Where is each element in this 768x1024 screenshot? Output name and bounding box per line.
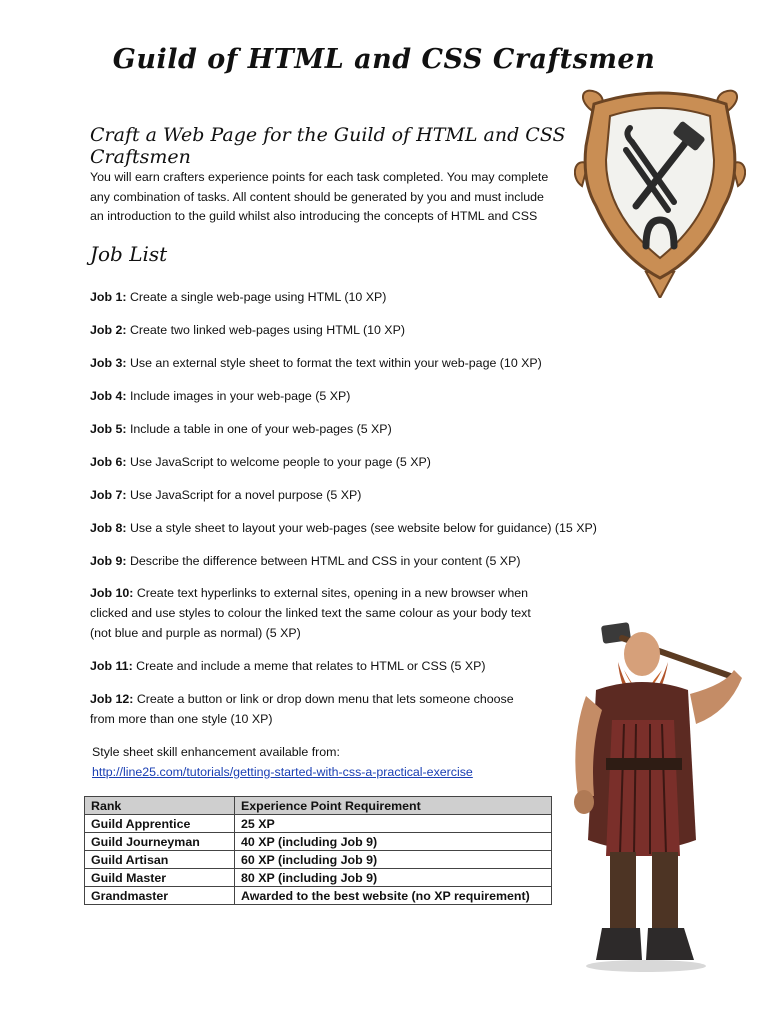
job-text: Include images in your web-page (5 XP) xyxy=(129,389,351,403)
job-label: Job 4: xyxy=(90,389,127,403)
job-text: Use an external style sheet to format the text within your web-page (10 XP) xyxy=(129,356,542,370)
table-row xyxy=(85,815,552,833)
job-label: Job 8: xyxy=(90,521,127,535)
table-row xyxy=(85,869,552,887)
job-item xyxy=(90,353,610,373)
job-item xyxy=(90,386,610,406)
skill-link[interactable]: http://line25.com/tutorials/getting-started-with-css-a-practical-exercise xyxy=(92,765,473,779)
intro-line: any combination of tasks. All content should be generated by you and must include xyxy=(90,189,544,204)
job-item xyxy=(90,287,610,307)
job-item xyxy=(90,452,610,472)
job-item xyxy=(90,689,610,729)
job-label: Job 3: xyxy=(90,356,127,370)
job-label: Job 2: xyxy=(90,323,127,337)
job-text: Create a single web-page using HTML (10 XP) xyxy=(129,290,387,304)
header-rank: Rank xyxy=(85,797,235,815)
dwarf-blacksmith-illustration xyxy=(566,620,756,976)
rank-cell: Guild Artisan xyxy=(85,851,235,869)
job-text: (not blue and purple as normal) (5 XP) xyxy=(90,626,301,640)
intro-paragraph xyxy=(90,168,570,227)
table-header-row xyxy=(85,797,552,815)
job-text: Use JavaScript for a novel purpose (5 XP) xyxy=(129,488,362,502)
job-item xyxy=(90,320,610,340)
job-label: Job 7: xyxy=(90,488,127,502)
xp-cell: Awarded to the best website (no XP requirement) xyxy=(235,887,552,905)
job-text: Include a table in one of your web-pages (5 XP) xyxy=(129,422,392,436)
intro-line: You will earn crafters experience points for each task completed. You may complete xyxy=(90,170,549,184)
job-item xyxy=(90,551,610,571)
job-item xyxy=(90,656,610,676)
table-row xyxy=(85,851,552,869)
intro-line: an introduction to the guild whilst also introducing the concepts of HTML and CSS xyxy=(90,209,538,223)
job-text: Use JavaScript to welcome people to your page (5 XP) xyxy=(129,455,431,469)
job-label: Job 9: xyxy=(90,554,127,568)
skill-enhancement xyxy=(92,742,552,782)
job-text: clicked and use styles to colour the linked text the same colour as your body text xyxy=(90,606,531,620)
xp-cell: 60 XP (including Job 9) xyxy=(235,851,552,869)
job-list-heading: Job List xyxy=(90,242,168,266)
job-label: Job 5: xyxy=(90,422,127,436)
job-text: Use a style sheet to layout your web-pages (see website below for guidance) (15 XP) xyxy=(129,521,597,535)
rank-cell: Guild Master xyxy=(85,869,235,887)
rank-cell: Grandmaster xyxy=(85,887,235,905)
page-title: Guild of HTML and CSS Craftsmen xyxy=(112,44,656,75)
job-item xyxy=(90,583,610,643)
rank-table xyxy=(84,796,552,905)
xp-cell: 40 XP (including Job 9) xyxy=(235,833,552,851)
job-text: Create and include a meme that relates to HTML or CSS (5 XP) xyxy=(136,659,486,673)
table-row xyxy=(85,887,552,905)
job-label: Job 6: xyxy=(90,455,127,469)
job-label: Job 11: xyxy=(90,659,133,673)
job-text: from more than one style (10 XP) xyxy=(90,712,273,726)
guild-crest-icon xyxy=(574,86,746,298)
job-item xyxy=(90,419,610,439)
skill-text: Style sheet skill enhancement available from: xyxy=(92,745,340,759)
xp-cell: 25 XP xyxy=(235,815,552,833)
job-label: Job 12: xyxy=(90,692,134,706)
header-xp: Experience Point Requirement xyxy=(235,797,552,815)
rank-cell: Guild Apprentice xyxy=(85,815,235,833)
page-subtitle: Craft a Web Page for the Guild of HTML and CSS Craftsmen xyxy=(90,124,566,168)
job-text: Describe the difference between HTML and CSS in your content (5 XP) xyxy=(129,554,521,568)
table-row xyxy=(85,833,552,851)
job-label: Job 1: xyxy=(90,290,127,304)
job-item xyxy=(90,518,610,538)
job-text: Create two linked web-pages using HTML (10 XP) xyxy=(129,323,405,337)
xp-cell: 80 XP (including Job 9) xyxy=(235,869,552,887)
job-text: Create text hyperlinks to external sites, opening in a new browser when xyxy=(136,586,529,600)
job-label: Job 10: xyxy=(90,586,134,600)
job-text: Create a button or link or drop down menu that lets someone choose xyxy=(136,692,514,706)
job-item xyxy=(90,485,610,505)
rank-cell: Guild Journeyman xyxy=(85,833,235,851)
